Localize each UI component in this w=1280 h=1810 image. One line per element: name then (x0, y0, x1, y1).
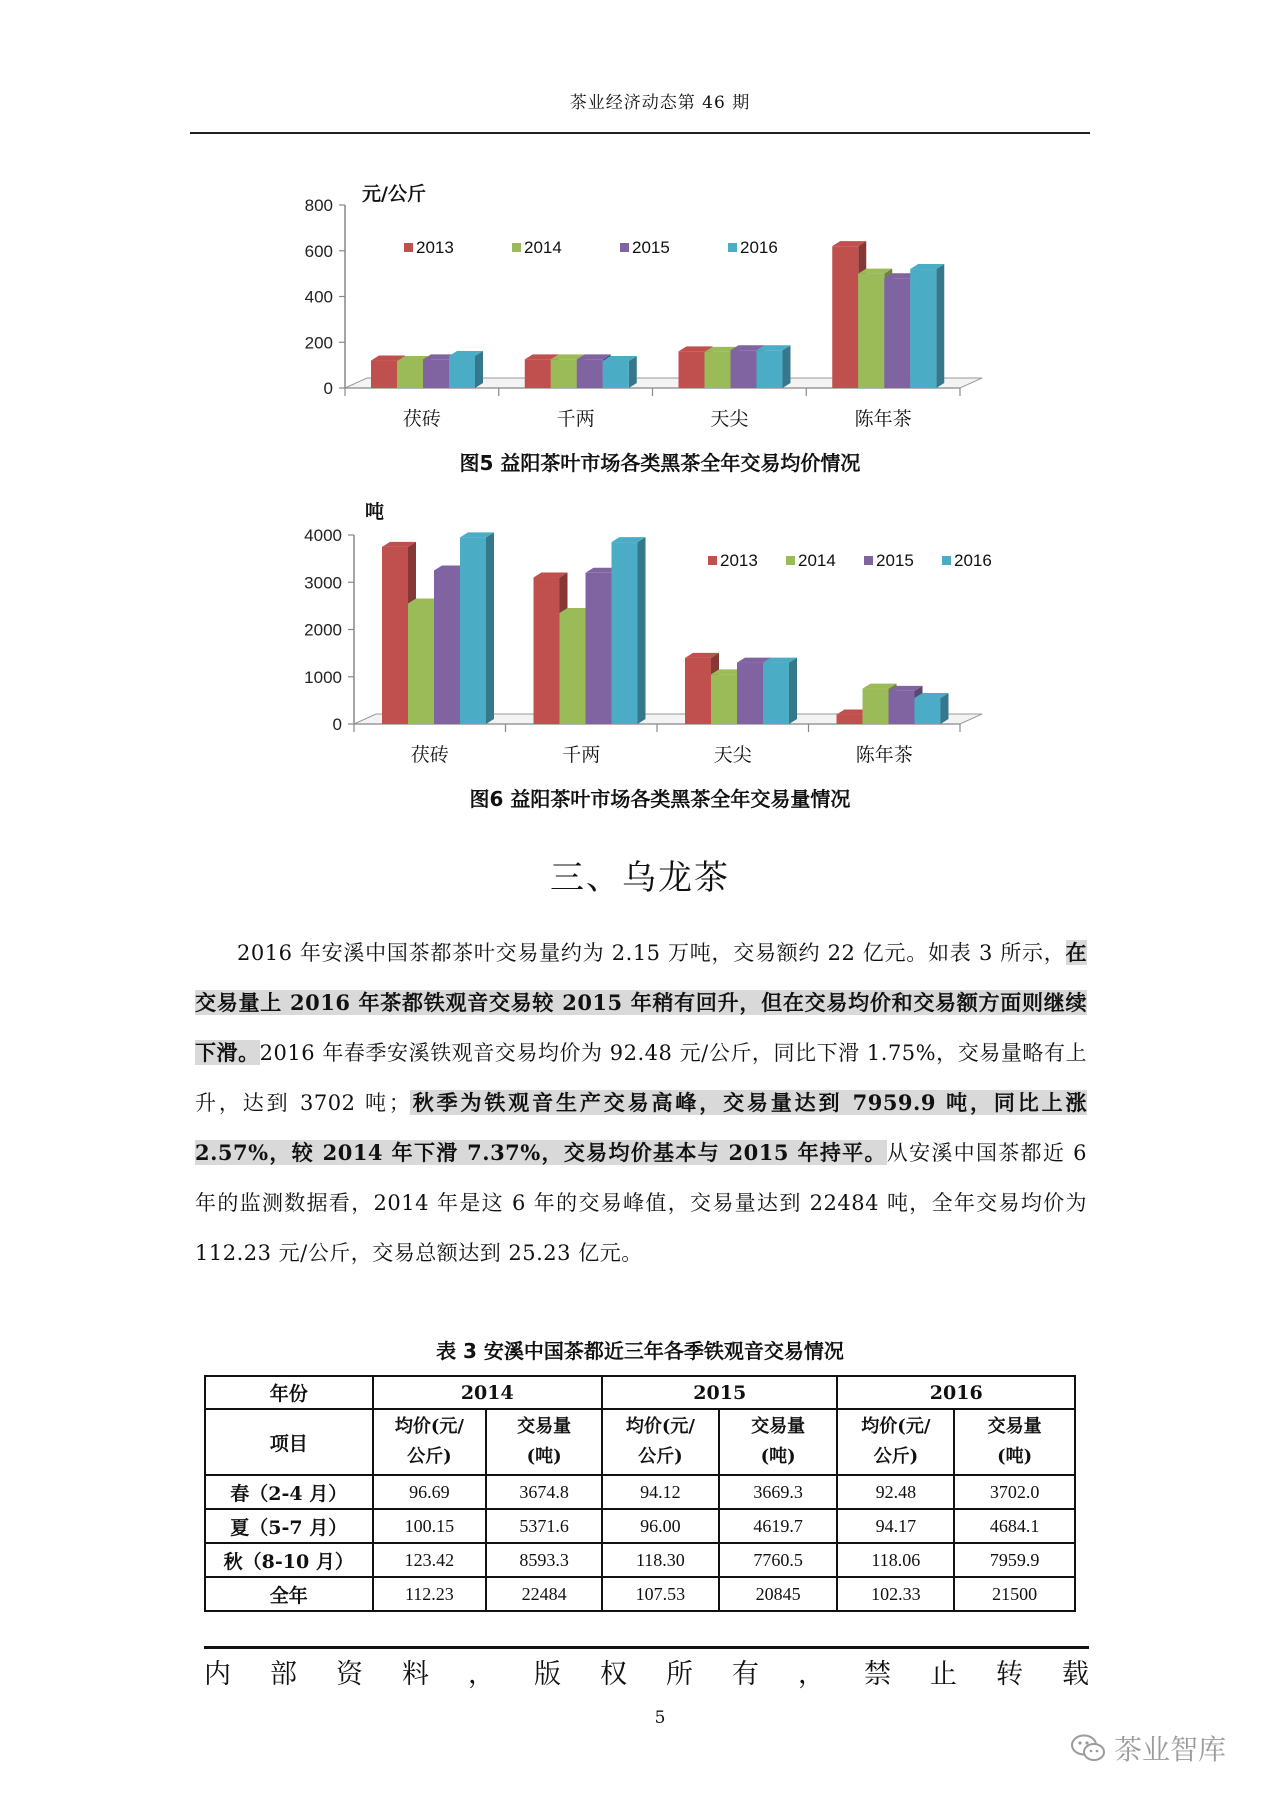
y-unit-label: 元/公斤 (362, 183, 426, 205)
bar-side (783, 345, 791, 388)
bar-2016-4 (910, 264, 944, 388)
table-cell: 3702.0 (954, 1475, 1075, 1509)
year-header: 年份 (205, 1376, 373, 1409)
table-cell: 100.15 (373, 1509, 487, 1543)
notice-char: 部 (270, 1659, 297, 1690)
bar-front (612, 542, 638, 724)
bar-side (629, 356, 637, 388)
bar-front (408, 604, 434, 724)
table-cell: 4684.1 (954, 1509, 1075, 1543)
legend-entry: 2015 (876, 551, 914, 570)
legend-swatch (512, 243, 521, 252)
notice-char: 料 (402, 1659, 429, 1690)
bar-side (936, 264, 944, 388)
table-cell: 4619.7 (719, 1509, 838, 1543)
tieguanyin-trade-table (204, 1375, 1076, 1612)
table-caption: 表 3 安溪中国茶都近三年各季铁观音交易情况 (436, 1339, 844, 1363)
header-rule (190, 132, 1090, 134)
row-label: 秋（8-10 月） (205, 1543, 373, 1577)
bar-front (863, 689, 889, 724)
table-cell: 94.17 (837, 1509, 954, 1543)
bar-front (586, 573, 612, 724)
bar-front (382, 547, 408, 724)
watermark (1070, 1728, 1226, 1768)
chart-6-volume (0, 490, 1280, 780)
bar-front (371, 361, 397, 388)
volume-header: 交易量 (吨) (486, 1409, 602, 1475)
table-row (205, 1376, 1075, 1409)
table-cell: 21500 (954, 1577, 1075, 1611)
y-tick-label: 600 (304, 241, 333, 261)
bar-front (763, 663, 789, 724)
table-cell: 8593.3 (486, 1543, 602, 1577)
table-cell: 102.33 (837, 1577, 954, 1611)
notice-char: 禁 (864, 1659, 891, 1690)
table-cell: 96.69 (373, 1475, 487, 1509)
bar-front (915, 698, 941, 724)
bar-front (397, 361, 423, 388)
bar-front (577, 359, 603, 388)
year-2016-header: 2016 (837, 1376, 1075, 1409)
figure-5 (0, 170, 1280, 480)
y-tick-label: 2000 (304, 620, 342, 640)
table-cell: 7959.9 (954, 1543, 1075, 1577)
bar-2016-3 (757, 345, 791, 388)
table-row (205, 1543, 1075, 1577)
legend-entry: 2015 (632, 238, 670, 257)
y-tick-label: 3000 (304, 573, 342, 593)
legend-swatch (942, 556, 951, 565)
notice-char: 转 (996, 1659, 1023, 1690)
chart-5-average-price (0, 170, 1280, 450)
watermark-text: 茶业智库 (1114, 1733, 1227, 1766)
footer-rule (204, 1646, 1089, 1649)
bar-front (910, 269, 936, 388)
legend-swatch (864, 556, 873, 565)
bar-front (884, 278, 910, 388)
legend-swatch (708, 556, 717, 565)
table-row (205, 1475, 1075, 1509)
figure-6-caption: 图6 益阳茶叶市场各类黑茶全年交易量情况 (469, 787, 851, 811)
bar-side (638, 537, 646, 724)
bar-front (560, 613, 586, 724)
notice-char: 所 (666, 1659, 693, 1690)
running-header: 茶业经济动态第 46 期 (569, 93, 751, 113)
bar-front (705, 352, 731, 388)
table-cell: 94.12 (602, 1475, 719, 1509)
bar-front (551, 359, 577, 388)
bar-front (449, 356, 475, 388)
item-header: 项目 (205, 1409, 373, 1475)
notice-char: ， (468, 1659, 495, 1690)
legend-swatch (404, 243, 413, 252)
paragraph-text: 从安溪中国茶都近 6 年的监测数据看，2014 年是这 6 年的交易峰值，交易量达到 22484 吨，全年交易均价为 112.23 元/公斤，交易总额达到 25.23 亿元。 (195, 1141, 1087, 1265)
legend-entry: 2013 (416, 238, 454, 257)
y-tick-label: 1000 (304, 667, 342, 687)
bar-front (525, 359, 551, 388)
volume-header: 交易量 (吨) (719, 1409, 838, 1475)
bar-2016-4 (915, 693, 949, 724)
y-tick-label: 800 (304, 196, 333, 215)
highlighted-text: 在交易量上 2016 年茶都铁观音交易较 2015 年稍有回升，但在交易均价和交易额方面则继续下滑。 (195, 940, 1087, 1065)
notice-char: 有 (732, 1659, 759, 1690)
table-cell: 7760.5 (719, 1543, 838, 1577)
table-cell: 107.53 (602, 1577, 719, 1611)
highlighted-text: 秋季为铁观音生产交易高峰，交易量达到 7959.9 吨，同比上涨 2.57%，较 2014 年下滑 7.37%，交易均价基本与 2015 年持平。 (195, 1090, 1087, 1165)
category-label: 陈年茶 (854, 408, 912, 430)
row-label: 春（2-4 月） (205, 1475, 373, 1509)
category-label: 千两 (556, 408, 595, 430)
table-cell: 123.42 (373, 1543, 487, 1577)
bar-front (889, 691, 915, 724)
row-label: 夏（5-7 月） (205, 1509, 373, 1543)
year-2014-header: 2014 (373, 1376, 603, 1409)
notice-char: 权 (600, 1659, 627, 1690)
legend-entry: 2014 (798, 551, 836, 570)
table-cell: 118.30 (602, 1543, 719, 1577)
legend-swatch (728, 243, 737, 252)
bar-2016-2 (603, 356, 637, 388)
legend-entry: 2016 (954, 551, 992, 570)
bar-front (837, 715, 863, 724)
category-label: 天尖 (713, 744, 752, 766)
category-label: 茯砖 (410, 744, 449, 766)
year-2015-header: 2015 (602, 1376, 837, 1409)
bar-front (858, 274, 884, 388)
y-tick-label: 400 (304, 287, 333, 307)
bar-side (486, 532, 494, 724)
bar-front (423, 359, 449, 388)
y-tick-label: 200 (304, 333, 333, 353)
bar-front (731, 350, 757, 388)
figure-6 (0, 490, 1280, 820)
bar-2016-3 (763, 658, 797, 724)
copyright-notice (204, 1652, 1089, 1691)
table-cell: 3674.8 (486, 1475, 602, 1509)
y-tick-label: 0 (323, 379, 333, 398)
legend-entry: 2016 (740, 238, 778, 257)
bar-front (737, 663, 763, 724)
notice-char: 资 (336, 1659, 363, 1690)
y-tick-label: 4000 (304, 526, 342, 545)
notice-char: 止 (930, 1659, 957, 1690)
legend-entry: 2013 (720, 551, 758, 570)
price-header: 均价(元/ 公斤) (373, 1409, 487, 1475)
table-cell: 96.00 (602, 1509, 719, 1543)
figure-5-caption: 图5 益阳茶叶市场各类黑茶全年交易均价情况 (459, 451, 861, 475)
table-cell: 22484 (486, 1577, 602, 1611)
volume-header: 交易量 (吨) (954, 1409, 1075, 1475)
body-paragraph (195, 928, 1087, 1278)
bar-side (941, 693, 949, 724)
table-cell: 5371.6 (486, 1509, 602, 1543)
table-cell: 3669.3 (719, 1475, 838, 1509)
bar-front (534, 578, 560, 724)
paragraph-text: 2016 年安溪中国茶都茶叶交易量约为 2.15 万吨，交易额约 22 亿元。如表 3 所示， (237, 941, 1066, 965)
bar-front (460, 537, 486, 724)
legend-swatch (620, 243, 629, 252)
section-heading: 三、乌龙茶 (550, 858, 730, 898)
notice-char: 载 (1062, 1659, 1089, 1690)
table-cell: 92.48 (837, 1475, 954, 1509)
legend-swatch (786, 556, 795, 565)
bar-front (679, 351, 705, 388)
bar-2016-1 (460, 532, 494, 724)
page-number: 5 (654, 1708, 666, 1728)
bar-2016-1 (449, 351, 483, 388)
category-label: 茯砖 (402, 408, 441, 430)
paragraph-text: 2016 年春季安溪铁观音交易均价为 92.48 元/公斤，同比下滑 1.75%，交易量略有上升，达到 3702 吨； (195, 1041, 1087, 1115)
table-row (205, 1409, 1075, 1475)
table-row (205, 1509, 1075, 1543)
bar-2016-2 (612, 537, 646, 724)
category-label: 陈年茶 (855, 744, 913, 766)
notice-char: 版 (534, 1659, 561, 1690)
bar-side (789, 658, 797, 724)
row-label: 全年 (205, 1577, 373, 1611)
category-label: 天尖 (710, 408, 749, 430)
table-cell: 112.23 (373, 1577, 487, 1611)
bar-front (434, 570, 460, 724)
table-cell: 118.06 (837, 1543, 954, 1577)
notice-char: 内 (204, 1659, 231, 1690)
bar-side (475, 351, 483, 388)
y-unit-label: 吨 (365, 501, 385, 523)
y-tick-label: 0 (332, 715, 342, 734)
notice-char: ， (798, 1659, 825, 1690)
bar-front (832, 246, 858, 388)
table-cell: 20845 (719, 1577, 838, 1611)
bar-front (711, 674, 737, 724)
bar-front (685, 658, 711, 724)
price-header: 均价(元/ 公斤) (602, 1409, 719, 1475)
table-row (205, 1577, 1075, 1611)
bar-front (603, 361, 629, 388)
legend-entry: 2014 (524, 238, 562, 257)
wechat-icon (1070, 1733, 1106, 1763)
price-header: 均价(元/ 公斤) (837, 1409, 954, 1475)
bar-front (757, 350, 783, 388)
category-label: 千两 (562, 744, 601, 766)
